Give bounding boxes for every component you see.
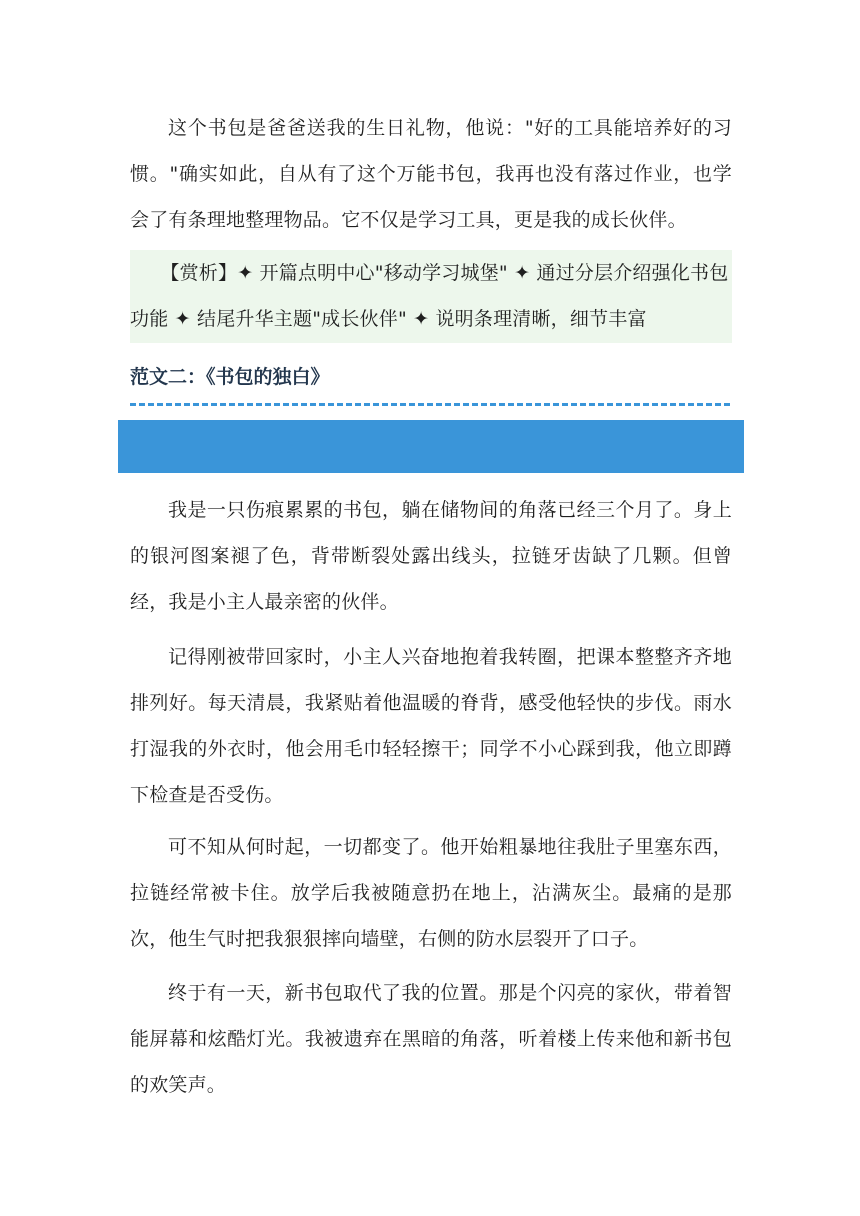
blue-banner (118, 420, 744, 473)
essay-two-paragraph-2: 记得刚被带回家时，小主人兴奋地抱着我转圈，把课本整整齐齐地排列好。每天清晨，我紧贴着他温暖的脊背，感受他轻快的步伐。雨水打湿我的外衣时，他会用毛巾轻轻擦干；同学不小心踩到我，他立即蹲下检查是否受伤。 (130, 646, 732, 806)
analysis-box (130, 250, 732, 343)
essay-two-paragraph-4: 终于有一天，新书包取代了我的位置。那是个闪亮的家伙，带着智能屏幕和炫酷灯光。我被遗弃在黑暗的角落，听着楼上传来他和新书包的欢笑声。 (130, 982, 732, 1096)
essay-two-heading: 范文二：《书包的独白》 (130, 366, 330, 388)
analysis-text: 【赏析】✦ 开篇点明中心"移动学习城堡" ✦ 通过分层介绍强化书包功能 ✦ 结尾升华主题"成长伙伴" ✦ 说明条理清晰，细节丰富 (130, 262, 729, 330)
intro-paragraph: 这个书包是爸爸送我的生日礼物，他说："好的工具能培养好的习惯。"确实如此，自从有了这个万能书包，我再也没有落过作业，也学会了有条理地整理物品。它不仅是学习工具，更是我的成长伙伴。 (130, 117, 732, 231)
essay-two-paragraph-3: 可不知从何时起，一切都变了。他开始粗暴地往我肚子里塞东西，拉链经常被卡住。放学后我被随意扔在地上，沾满灰尘。最痛的是那次，他生气时把我狠狠摔向墙壁，右侧的防水层裂开了口子。 (130, 836, 732, 950)
essay-two-paragraph-1: 我是一只伤痕累累的书包，躺在储物间的角落已经三个月了。身上的银河图案褪了色，背带断裂处露出线头，拉链牙齿缺了几颗。但曾经，我是小主人最亲密的伙伴。 (130, 499, 732, 613)
dashed-divider (130, 403, 730, 406)
